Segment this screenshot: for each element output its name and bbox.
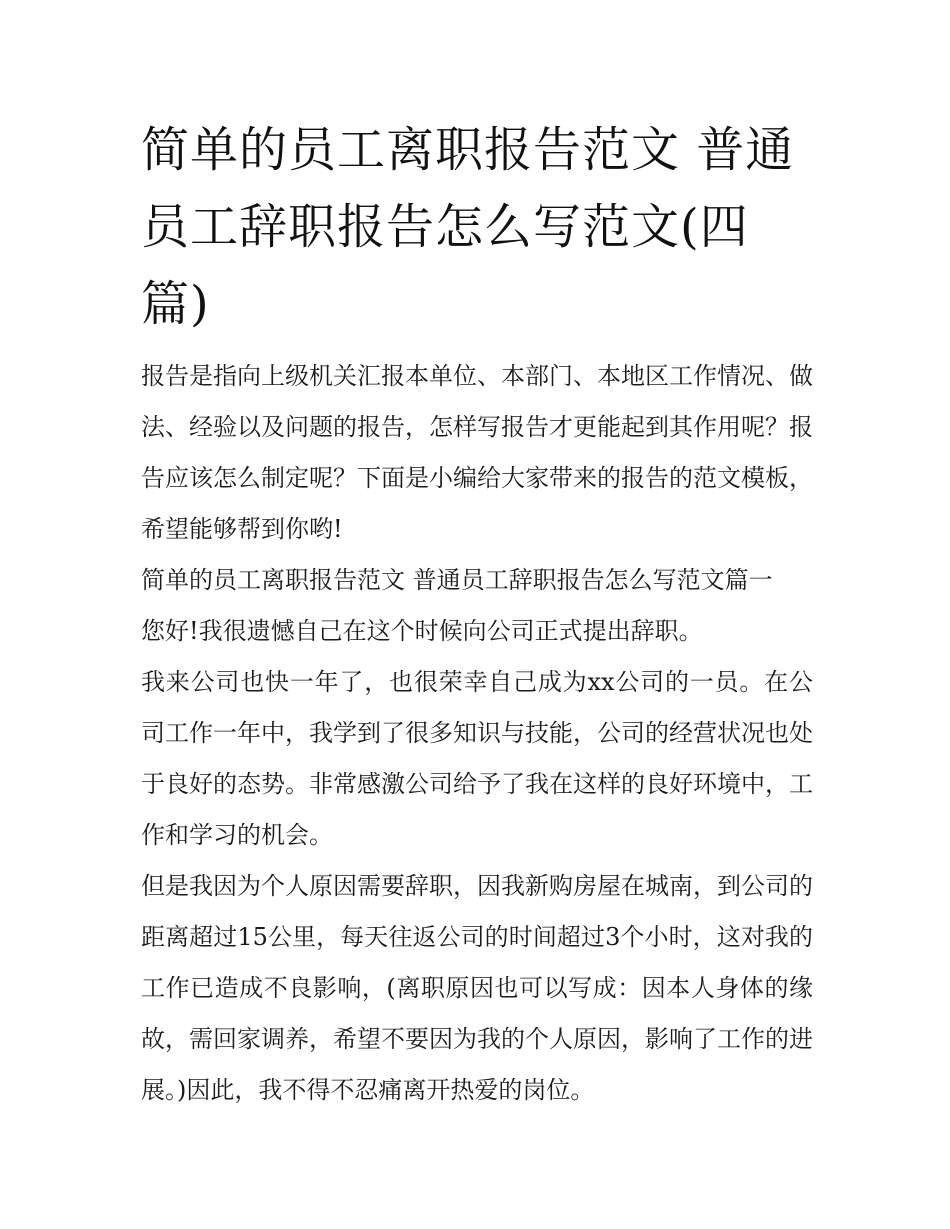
greeting-paragraph: 您好!我很遗憾自己在这个时候向公司正式提出辞职。 — [141, 617, 703, 645]
intro-paragraph: 报告是指向上级机关汇报本单位、本部门、本地区工作情况、做法、经验以及问题的报告，怎样写报告才更能起到其作用呢？报告应该怎么制定呢？下面是小编给大家带来的报告的范文模板，希望能够帮到你哟! — [141, 362, 813, 543]
body-paragraph: 但是我因为个人原因需要辞职，因我新购房屋在城南，到公司的距离超过15公里，每天往返公司的时间超过3个小时，这对我的工作已造成不良影响，(离职原因也可以写成：因本人身体的缘故，需回家调养，希望不要因为我的个人原因，影响了工作的进展。)因此，我不得不忍痛离开热爱的岗位。 — [141, 872, 813, 1104]
title-block — [141, 112, 813, 343]
document-body — [141, 112, 813, 1116]
document-title: 简单的员工离职报告范文 普通员工辞职报告怎么写范文(四篇) — [141, 122, 795, 332]
body-paragraph: 我来公司也快一年了，也很荣幸自己成为xx公司的一员。在公司工作一年中，我学到了很多知识与技能，公司的经营状况也处于良好的态势。非常感激公司给予了我在这样的良好环境中，工作和学习的机会。 — [141, 668, 813, 849]
section-heading: 简单的员工离职报告范文 普通员工辞职报告怎么写范文篇一 — [141, 566, 773, 594]
